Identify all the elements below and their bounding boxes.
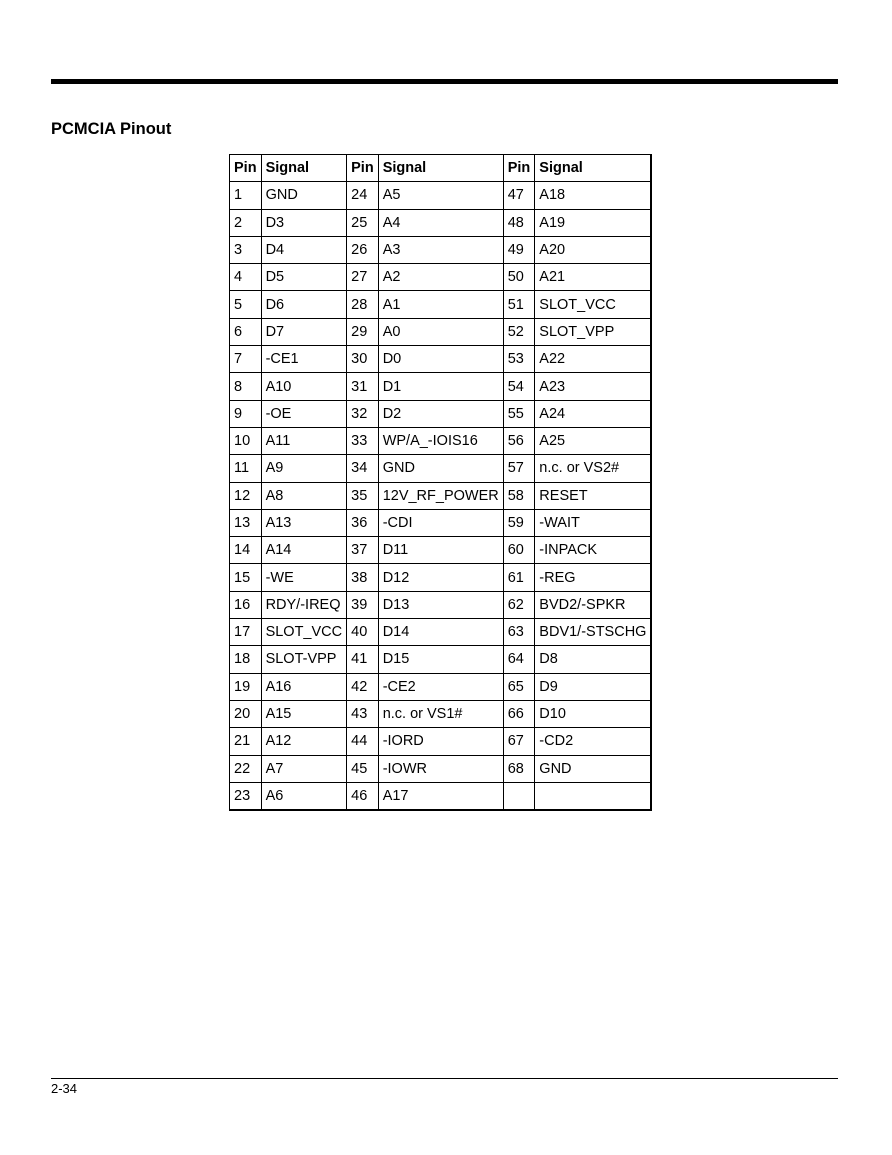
- signal-name-cell: -IOWR: [378, 755, 503, 782]
- signal-name-cell: A13: [261, 509, 347, 536]
- signal-name-cell: [535, 782, 652, 810]
- signal-name-cell: D3: [261, 209, 347, 236]
- signal-name-cell: GND: [261, 182, 347, 209]
- pin-number-cell: 6: [230, 318, 262, 345]
- table-header-row: [230, 155, 652, 182]
- signal-name-cell: D5: [261, 264, 347, 291]
- signal-name-cell: -WE: [261, 564, 347, 591]
- table-row: [230, 646, 652, 673]
- signal-name-cell: GND: [378, 455, 503, 482]
- table-row: [230, 373, 652, 400]
- signal-name-cell: D7: [261, 318, 347, 345]
- pin-number-cell: 55: [503, 400, 535, 427]
- pin-number-cell: 21: [230, 728, 262, 755]
- header-rule: [51, 79, 838, 84]
- pin-number-cell: 14: [230, 537, 262, 564]
- pin-number-cell: [503, 782, 535, 810]
- pin-number-cell: 9: [230, 400, 262, 427]
- pin-number-cell: 17: [230, 619, 262, 646]
- signal-name-cell: D9: [535, 673, 652, 700]
- pin-number-cell: 40: [347, 619, 379, 646]
- pin-number-cell: 13: [230, 509, 262, 536]
- signal-name-cell: A24: [535, 400, 652, 427]
- table-row: [230, 700, 652, 727]
- signal-name-cell: A17: [378, 782, 503, 810]
- signal-name-cell: -WAIT: [535, 509, 652, 536]
- table-row: [230, 455, 652, 482]
- signal-name-cell: D10: [535, 700, 652, 727]
- signal-name-cell: WP/A_-IOIS16: [378, 427, 503, 454]
- signal-name-cell: A8: [261, 482, 347, 509]
- table-row: [230, 427, 652, 454]
- pin-number-cell: 52: [503, 318, 535, 345]
- column-header-signal: Signal: [535, 155, 652, 182]
- table-row: [230, 564, 652, 591]
- pin-number-cell: 16: [230, 591, 262, 618]
- pin-number-cell: 66: [503, 700, 535, 727]
- table-row: [230, 182, 652, 209]
- signal-name-cell: A2: [378, 264, 503, 291]
- table-row: [230, 482, 652, 509]
- pin-number-cell: 19: [230, 673, 262, 700]
- pin-number-cell: 58: [503, 482, 535, 509]
- pin-number-cell: 48: [503, 209, 535, 236]
- signal-name-cell: D13: [378, 591, 503, 618]
- signal-name-cell: n.c. or VS1#: [378, 700, 503, 727]
- pin-number-cell: 43: [347, 700, 379, 727]
- pin-number-cell: 63: [503, 619, 535, 646]
- signal-name-cell: GND: [535, 755, 652, 782]
- signal-name-cell: D15: [378, 646, 503, 673]
- page-number: 2-34: [51, 1081, 78, 1096]
- pin-number-cell: 33: [347, 427, 379, 454]
- signal-name-cell: A19: [535, 209, 652, 236]
- column-header-signal: Signal: [378, 155, 503, 182]
- signal-name-cell: -IORD: [378, 728, 503, 755]
- signal-name-cell: BDV1/-STSCHG: [535, 619, 652, 646]
- table-row: [230, 236, 652, 263]
- table-row: [230, 209, 652, 236]
- pin-number-cell: 68: [503, 755, 535, 782]
- pin-number-cell: 25: [347, 209, 379, 236]
- footer-rule: [51, 1078, 838, 1079]
- pin-number-cell: 42: [347, 673, 379, 700]
- table-row: [230, 346, 652, 373]
- signal-name-cell: -CD2: [535, 728, 652, 755]
- signal-name-cell: A12: [261, 728, 347, 755]
- pin-number-cell: 62: [503, 591, 535, 618]
- signal-name-cell: D4: [261, 236, 347, 263]
- section-title: PCMCIA Pinout: [51, 120, 172, 138]
- signal-name-cell: -REG: [535, 564, 652, 591]
- pin-number-cell: 45: [347, 755, 379, 782]
- pin-number-cell: 60: [503, 537, 535, 564]
- signal-name-cell: D11: [378, 537, 503, 564]
- column-header-pin: Pin: [230, 155, 262, 182]
- pin-number-cell: 47: [503, 182, 535, 209]
- pinout-table: [229, 154, 652, 811]
- pin-number-cell: 10: [230, 427, 262, 454]
- pin-number-cell: 37: [347, 537, 379, 564]
- signal-name-cell: D12: [378, 564, 503, 591]
- table-row: [230, 591, 652, 618]
- pin-number-cell: 31: [347, 373, 379, 400]
- signal-name-cell: -OE: [261, 400, 347, 427]
- signal-name-cell: n.c. or VS2#: [535, 455, 652, 482]
- table-row: [230, 755, 652, 782]
- signal-name-cell: A18: [535, 182, 652, 209]
- pin-number-cell: 27: [347, 264, 379, 291]
- signal-name-cell: -CDI: [378, 509, 503, 536]
- pin-number-cell: 61: [503, 564, 535, 591]
- table-row: [230, 509, 652, 536]
- pin-number-cell: 53: [503, 346, 535, 373]
- signal-name-cell: SLOT_VCC: [261, 619, 347, 646]
- signal-name-cell: RESET: [535, 482, 652, 509]
- signal-name-cell: A0: [378, 318, 503, 345]
- pin-number-cell: 38: [347, 564, 379, 591]
- signal-name-cell: A20: [535, 236, 652, 263]
- pin-number-cell: 46: [347, 782, 379, 810]
- table-row: [230, 264, 652, 291]
- signal-name-cell: D14: [378, 619, 503, 646]
- pin-number-cell: 56: [503, 427, 535, 454]
- pin-number-cell: 23: [230, 782, 262, 810]
- pin-number-cell: 44: [347, 728, 379, 755]
- signal-name-cell: A21: [535, 264, 652, 291]
- pin-number-cell: 5: [230, 291, 262, 318]
- pin-number-cell: 35: [347, 482, 379, 509]
- pin-number-cell: 24: [347, 182, 379, 209]
- pin-number-cell: 18: [230, 646, 262, 673]
- column-header-pin: Pin: [503, 155, 535, 182]
- signal-name-cell: D6: [261, 291, 347, 318]
- signal-name-cell: -CE1: [261, 346, 347, 373]
- signal-name-cell: A1: [378, 291, 503, 318]
- pin-number-cell: 28: [347, 291, 379, 318]
- pin-number-cell: 26: [347, 236, 379, 263]
- pin-number-cell: 50: [503, 264, 535, 291]
- pin-number-cell: 54: [503, 373, 535, 400]
- signal-name-cell: A15: [261, 700, 347, 727]
- signal-name-cell: BVD2/-SPKR: [535, 591, 652, 618]
- signal-name-cell: A10: [261, 373, 347, 400]
- pin-number-cell: 57: [503, 455, 535, 482]
- pin-number-cell: 1: [230, 182, 262, 209]
- signal-name-cell: D1: [378, 373, 503, 400]
- pin-number-cell: 11: [230, 455, 262, 482]
- signal-name-cell: -INPACK: [535, 537, 652, 564]
- pin-number-cell: 22: [230, 755, 262, 782]
- table-body: [230, 182, 652, 810]
- signal-name-cell: A5: [378, 182, 503, 209]
- pin-number-cell: 20: [230, 700, 262, 727]
- signal-name-cell: RDY/-IREQ: [261, 591, 347, 618]
- pin-number-cell: 2: [230, 209, 262, 236]
- pin-number-cell: 41: [347, 646, 379, 673]
- table-row: [230, 318, 652, 345]
- signal-name-cell: A9: [261, 455, 347, 482]
- signal-name-cell: A3: [378, 236, 503, 263]
- table-row: [230, 782, 652, 810]
- table-row: [230, 728, 652, 755]
- table-row: [230, 537, 652, 564]
- pin-number-cell: 4: [230, 264, 262, 291]
- signal-name-cell: A23: [535, 373, 652, 400]
- signal-name-cell: A4: [378, 209, 503, 236]
- signal-name-cell: SLOT-VPP: [261, 646, 347, 673]
- signal-name-cell: A6: [261, 782, 347, 810]
- signal-name-cell: SLOT_VPP: [535, 318, 652, 345]
- table-row: [230, 673, 652, 700]
- signal-name-cell: A11: [261, 427, 347, 454]
- pin-number-cell: 32: [347, 400, 379, 427]
- signal-name-cell: D2: [378, 400, 503, 427]
- signal-name-cell: A14: [261, 537, 347, 564]
- table-row: [230, 619, 652, 646]
- signal-name-cell: -CE2: [378, 673, 503, 700]
- pin-number-cell: 67: [503, 728, 535, 755]
- pin-number-cell: 12: [230, 482, 262, 509]
- signal-name-cell: D0: [378, 346, 503, 373]
- pin-number-cell: 36: [347, 509, 379, 536]
- signal-name-cell: A7: [261, 755, 347, 782]
- signal-name-cell: D8: [535, 646, 652, 673]
- pin-number-cell: 64: [503, 646, 535, 673]
- pin-number-cell: 65: [503, 673, 535, 700]
- pin-number-cell: 3: [230, 236, 262, 263]
- pin-number-cell: 7: [230, 346, 262, 373]
- table-row: [230, 400, 652, 427]
- signal-name-cell: 12V_RF_POWER: [378, 482, 503, 509]
- pin-number-cell: 29: [347, 318, 379, 345]
- pin-number-cell: 49: [503, 236, 535, 263]
- pin-number-cell: 51: [503, 291, 535, 318]
- signal-name-cell: A22: [535, 346, 652, 373]
- column-header-signal: Signal: [261, 155, 347, 182]
- column-header-pin: Pin: [347, 155, 379, 182]
- pin-number-cell: 59: [503, 509, 535, 536]
- signal-name-cell: A25: [535, 427, 652, 454]
- pin-number-cell: 8: [230, 373, 262, 400]
- pin-number-cell: 39: [347, 591, 379, 618]
- signal-name-cell: SLOT_VCC: [535, 291, 652, 318]
- pin-number-cell: 30: [347, 346, 379, 373]
- signal-name-cell: A16: [261, 673, 347, 700]
- pin-number-cell: 15: [230, 564, 262, 591]
- table-row: [230, 291, 652, 318]
- pin-number-cell: 34: [347, 455, 379, 482]
